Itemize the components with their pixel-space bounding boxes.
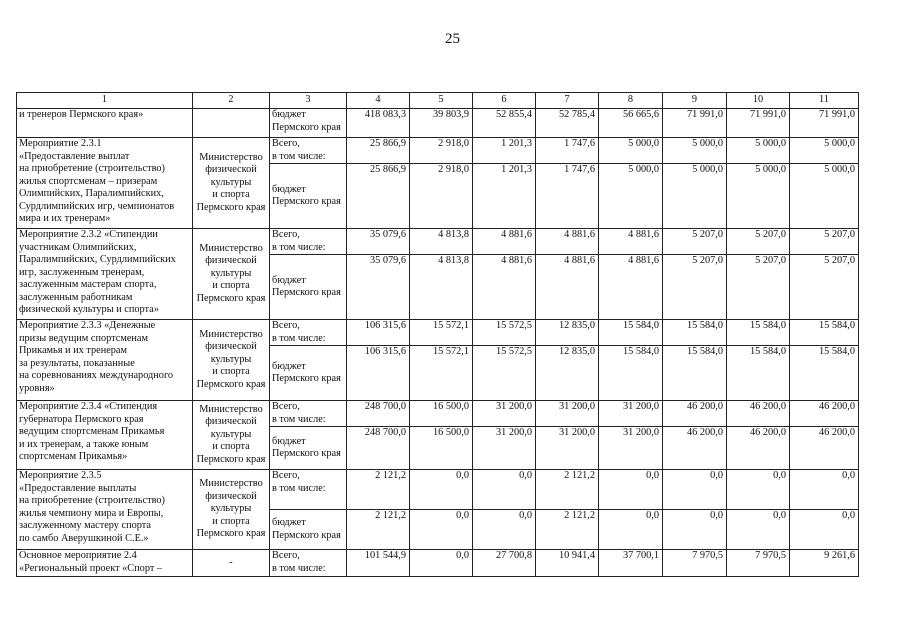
executor-cell-line: физической (205, 490, 257, 502)
value-cell: 0,0 (599, 510, 663, 550)
value-cell: 46 200,0 (663, 401, 727, 427)
funding-source-line: бюджет (272, 183, 306, 195)
column-number-cell: 1 (17, 93, 193, 109)
value-cell: 106 315,6 (347, 346, 410, 401)
activity-name-line: Сурдлимпийских игр, чемпионатов (19, 200, 175, 212)
table-row (17, 550, 859, 577)
value-cell: 12 835,0 (536, 346, 599, 401)
funding-source-line: Пермского края (272, 121, 341, 133)
value-cell: 5 207,0 (663, 255, 727, 320)
value-cell: 248 700,0 (347, 427, 410, 470)
value-cell: 15 572,5 (473, 320, 536, 346)
value-cell: 2 121,2 (536, 470, 599, 510)
executor-cell-line: Министерство (199, 242, 263, 254)
value-cell: 25 866,9 (347, 164, 410, 229)
value-cell: 2 918,0 (410, 164, 473, 229)
activity-name-line: жилья чемпиону мира и Европы, (19, 507, 164, 519)
executor-cell-line: культуры (210, 503, 252, 515)
value-cell: 46 200,0 (790, 401, 859, 427)
executor-cell (193, 470, 270, 550)
value-cell: 71 991,0 (663, 109, 727, 138)
value-cell: 71 991,0 (727, 109, 790, 138)
table-row (17, 401, 859, 427)
value-cell: 101 544,9 (347, 550, 410, 577)
column-number-cell: 10 (727, 93, 790, 109)
value-cell: 31 200,0 (473, 401, 536, 427)
value-cell: 9 261,6 (790, 550, 859, 577)
funding-source (270, 510, 347, 550)
value-cell: 35 079,6 (347, 229, 410, 255)
value-cell: 5 000,0 (727, 164, 790, 229)
activity-name-line: игр, заслуженным тренерам, (19, 266, 145, 278)
funding-source-line: Пермского края (272, 373, 341, 384)
funding-source-line: в том числе: (272, 332, 326, 344)
value-cell: 15 584,0 (727, 320, 790, 346)
value-cell: 15 584,0 (663, 320, 727, 346)
funding-source-line: Пермского края (272, 196, 341, 207)
executor-cell-line: Пермского края (196, 292, 266, 304)
activity-name (17, 401, 193, 470)
value-cell: 0,0 (473, 470, 536, 510)
executor-cell (193, 229, 270, 320)
value-cell: 0,0 (663, 510, 727, 550)
value-cell: 15 584,0 (599, 346, 663, 401)
value-cell: 0,0 (410, 470, 473, 510)
value-cell: 15 584,0 (790, 346, 859, 401)
activity-name-line: ведущим спортсменам Прикамья (19, 426, 165, 437)
value-cell: 15 572,5 (473, 346, 536, 401)
value-cell: 5 000,0 (790, 164, 859, 229)
value-cell: 15 572,1 (410, 346, 473, 401)
funding-source-line: в том числе: (272, 413, 326, 425)
value-cell: 31 200,0 (473, 427, 536, 470)
value-cell: 7 970,5 (663, 550, 727, 577)
activity-name-line: Паралимпийских, Сурдлимпийских (19, 254, 176, 265)
value-cell: 5 000,0 (663, 138, 727, 164)
executor-cell (193, 401, 270, 470)
executor-cell-line: Пермского края (196, 378, 266, 390)
executor-cell-line: Министерство (199, 151, 263, 163)
value-cell: 10 941,4 (536, 550, 599, 577)
funding-source (270, 550, 347, 577)
executor-cell-line: Пермского края (196, 453, 266, 465)
activity-name-line: Мероприятие 2.3.4 «Стипендия (19, 401, 158, 412)
funding-source-line: в том числе: (272, 482, 326, 494)
value-cell: 248 700,0 (347, 401, 410, 427)
value-cell: 0,0 (727, 510, 790, 550)
funding-source (270, 427, 347, 470)
funding-source-line: Всего, (272, 401, 300, 412)
value-cell: 2 121,2 (536, 510, 599, 550)
activity-name-line: губернатора Пермского края (19, 413, 144, 425)
funding-source (270, 138, 347, 164)
activity-name (17, 138, 193, 229)
executor-cell (193, 138, 270, 229)
value-cell: 418 083,3 (347, 109, 410, 138)
budget-table (16, 92, 859, 577)
funding-source-line: Всего, (272, 550, 300, 561)
activity-name-line: заслуженным мастерам спорта, (19, 279, 157, 290)
funding-source-line: бюджет (272, 435, 306, 447)
activity-name-line: на приобретение (строительство) (19, 163, 165, 174)
value-cell: 15 572,1 (410, 320, 473, 346)
activity-name-line: на приобретение (строительство) (19, 495, 165, 506)
column-number-cell: 11 (790, 93, 859, 109)
value-cell: 0,0 (410, 550, 473, 577)
value-cell: 4 881,6 (599, 229, 663, 255)
funding-source-line: бюджет (272, 360, 306, 372)
funding-source-line: в том числе: (272, 150, 326, 162)
activity-name-line: за результаты, показанные (19, 357, 135, 369)
value-cell: 5 000,0 (727, 138, 790, 164)
value-cell: 39 803,9 (410, 109, 473, 138)
value-cell: 46 200,0 (727, 401, 790, 427)
funding-source (270, 255, 347, 320)
value-cell: 12 835,0 (536, 320, 599, 346)
executor-cell-line: физической (205, 341, 257, 353)
activity-name-line: «Региональный проект «Спорт – (19, 562, 163, 574)
value-cell: 15 584,0 (599, 320, 663, 346)
activity-name-line: и их тренерам, а также юным (19, 438, 149, 450)
value-cell: 4 881,6 (599, 255, 663, 320)
funding-source (270, 320, 347, 346)
activity-name-line: Мероприятие 2.3.5 (19, 470, 102, 481)
executor-cell-line: и спорта (212, 441, 250, 453)
funding-source-line: Пермского края (272, 448, 341, 459)
value-cell: 15 584,0 (727, 346, 790, 401)
value-cell: 52 855,4 (473, 109, 536, 138)
header-row (17, 93, 859, 109)
activity-name-line: призы ведущим спортсменам (19, 332, 149, 344)
activity-name-line: жилья спортсменам – призерам (19, 175, 158, 187)
value-cell: 31 200,0 (599, 427, 663, 470)
executor-cell-line: физической (205, 164, 257, 176)
activity-name-line: «Предоставление выплаты (19, 482, 137, 494)
activity-name-line: Олимпийских, Паралимпийских, (19, 188, 164, 199)
value-cell: 0,0 (790, 510, 859, 550)
funding-source-line: в том числе: (272, 241, 326, 253)
value-cell: 4 881,6 (536, 229, 599, 255)
value-cell: 46 200,0 (663, 427, 727, 470)
value-cell: 5 207,0 (790, 255, 859, 320)
value-cell: 1 747,6 (536, 138, 599, 164)
value-cell: 0,0 (473, 510, 536, 550)
value-cell: 4 813,8 (410, 255, 473, 320)
executor-cell-line: Министерство (199, 328, 263, 340)
value-cell: 25 866,9 (347, 138, 410, 164)
value-cell: 5 207,0 (727, 255, 790, 320)
activity-name-line: уровня» (19, 382, 55, 394)
executor-cell-line: - (229, 556, 233, 568)
value-cell: 16 500,0 (410, 401, 473, 427)
column-number-cell: 6 (473, 93, 536, 109)
column-number-cell: 2 (193, 93, 270, 109)
activity-name-line: и тренеров Пермского края» (19, 109, 144, 120)
table-row (17, 320, 859, 346)
value-cell: 1 747,6 (536, 164, 599, 229)
executor-cell-line: Пермского края (196, 201, 266, 213)
funding-source (270, 470, 347, 510)
executor-cell-line: культуры (210, 267, 252, 279)
funding-source-line: Всего, (272, 470, 300, 481)
value-cell: 5 000,0 (663, 164, 727, 229)
value-cell: 52 785,4 (536, 109, 599, 138)
funding-source-line: бюджет (272, 109, 306, 120)
column-number-cell: 3 (270, 93, 347, 109)
table-row (17, 109, 859, 138)
value-cell: 56 665,6 (599, 109, 663, 138)
activity-name-line: по самбо Аверушкиной С.Е.» (19, 532, 149, 544)
value-cell: 0,0 (663, 470, 727, 510)
executor-cell-line: и спорта (212, 515, 250, 527)
column-number-cell: 7 (536, 93, 599, 109)
value-cell: 15 584,0 (790, 320, 859, 346)
value-cell: 0,0 (599, 470, 663, 510)
activity-name-line: участникам Олимпийских, (19, 241, 137, 253)
activity-name-line: заслуженным работникам (19, 291, 133, 303)
executor-cell-line: физической (205, 416, 257, 428)
activity-name-line: спортсменам Прикамья» (19, 451, 128, 462)
funding-source (270, 229, 347, 255)
funding-source (270, 164, 347, 229)
activity-name-line: на соревнованиях международного (19, 370, 174, 381)
executor-cell-line: Пермского края (196, 528, 266, 540)
executor-cell (193, 550, 270, 577)
value-cell: 46 200,0 (727, 427, 790, 470)
value-cell: 15 584,0 (663, 346, 727, 401)
value-cell: 1 201,3 (473, 138, 536, 164)
activity-name (17, 550, 193, 577)
value-cell: 1 201,3 (473, 164, 536, 229)
column-number-cell: 5 (410, 93, 473, 109)
value-cell: 0,0 (727, 470, 790, 510)
value-cell: 7 970,5 (727, 550, 790, 577)
executor-cell (193, 109, 270, 138)
value-cell: 4 881,6 (536, 255, 599, 320)
value-cell: 4 881,6 (473, 255, 536, 320)
value-cell: 31 200,0 (599, 401, 663, 427)
column-number-cell: 4 (347, 93, 410, 109)
value-cell: 106 315,6 (347, 320, 410, 346)
value-cell: 0,0 (790, 470, 859, 510)
activity-name-line: мира и их тренерам» (19, 213, 111, 224)
executor-cell-line: культуры (210, 176, 252, 188)
activity-name (17, 470, 193, 550)
funding-source-line: в том числе: (272, 562, 326, 574)
funding-source (270, 346, 347, 401)
value-cell: 5 207,0 (727, 229, 790, 255)
activity-name-line: Мероприятие 2.3.3 «Денежные (19, 320, 156, 331)
value-cell: 2 918,0 (410, 138, 473, 164)
column-number-cell: 9 (663, 93, 727, 109)
activity-name (17, 229, 193, 320)
activity-name (17, 109, 193, 138)
executor-cell-line: Министерство (199, 478, 263, 490)
value-cell: 35 079,6 (347, 255, 410, 320)
value-cell: 4 881,6 (473, 229, 536, 255)
value-cell: 5 000,0 (599, 138, 663, 164)
activity-name-line: Мероприятие 2.3.1 (19, 138, 102, 149)
funding-source-line: Пермского края (272, 287, 341, 298)
page-number: 25 (445, 31, 460, 47)
executor-cell-line: и спорта (212, 280, 250, 292)
value-cell: 37 700,1 (599, 550, 663, 577)
funding-source-line: бюджет (272, 274, 306, 286)
table-row (17, 470, 859, 510)
activity-name-line: Основное мероприятие 2.4 (19, 550, 137, 561)
value-cell: 27 700,8 (473, 550, 536, 577)
activity-name (17, 320, 193, 401)
activity-name-line: заслуженному мастеру спорта (19, 520, 151, 531)
column-number-cell: 8 (599, 93, 663, 109)
executor-cell-line: культуры (210, 428, 252, 440)
funding-source-line: бюджет (272, 517, 306, 528)
executor-cell-line: культуры (210, 353, 252, 365)
activity-name-line: Мероприятие 2.3.2 «Стипендии (19, 229, 158, 240)
value-cell: 4 813,8 (410, 229, 473, 255)
value-cell: 5 207,0 (663, 229, 727, 255)
funding-source-line: Всего, (272, 229, 300, 240)
funding-source-line: Всего, (272, 320, 300, 331)
funding-source-line: Всего, (272, 138, 300, 149)
funding-source (270, 401, 347, 427)
funding-source (270, 109, 347, 138)
table-row (17, 229, 859, 255)
value-cell: 5 000,0 (790, 138, 859, 164)
activity-name-line: «Предоставление выплат (19, 150, 130, 162)
funding-source-line: Пермского края (272, 529, 341, 541)
executor-cell (193, 320, 270, 401)
activity-name-line: физической культуры и спорта» (19, 304, 159, 315)
value-cell: 46 200,0 (790, 427, 859, 470)
executor-cell-line: и спорта (212, 366, 250, 378)
executor-cell-line: и спорта (212, 189, 250, 201)
value-cell: 2 121,2 (347, 470, 410, 510)
table-row (17, 138, 859, 164)
executor-cell-line: Министерство (199, 403, 263, 415)
value-cell: 2 121,2 (347, 510, 410, 550)
value-cell: 16 500,0 (410, 427, 473, 470)
value-cell: 0,0 (410, 510, 473, 550)
value-cell: 71 991,0 (790, 109, 859, 138)
value-cell: 5 207,0 (790, 229, 859, 255)
activity-name-line: Прикамья и их тренерам (19, 345, 128, 356)
value-cell: 31 200,0 (536, 401, 599, 427)
value-cell: 31 200,0 (536, 427, 599, 470)
value-cell: 5 000,0 (599, 164, 663, 229)
executor-cell-line: физической (205, 255, 257, 267)
